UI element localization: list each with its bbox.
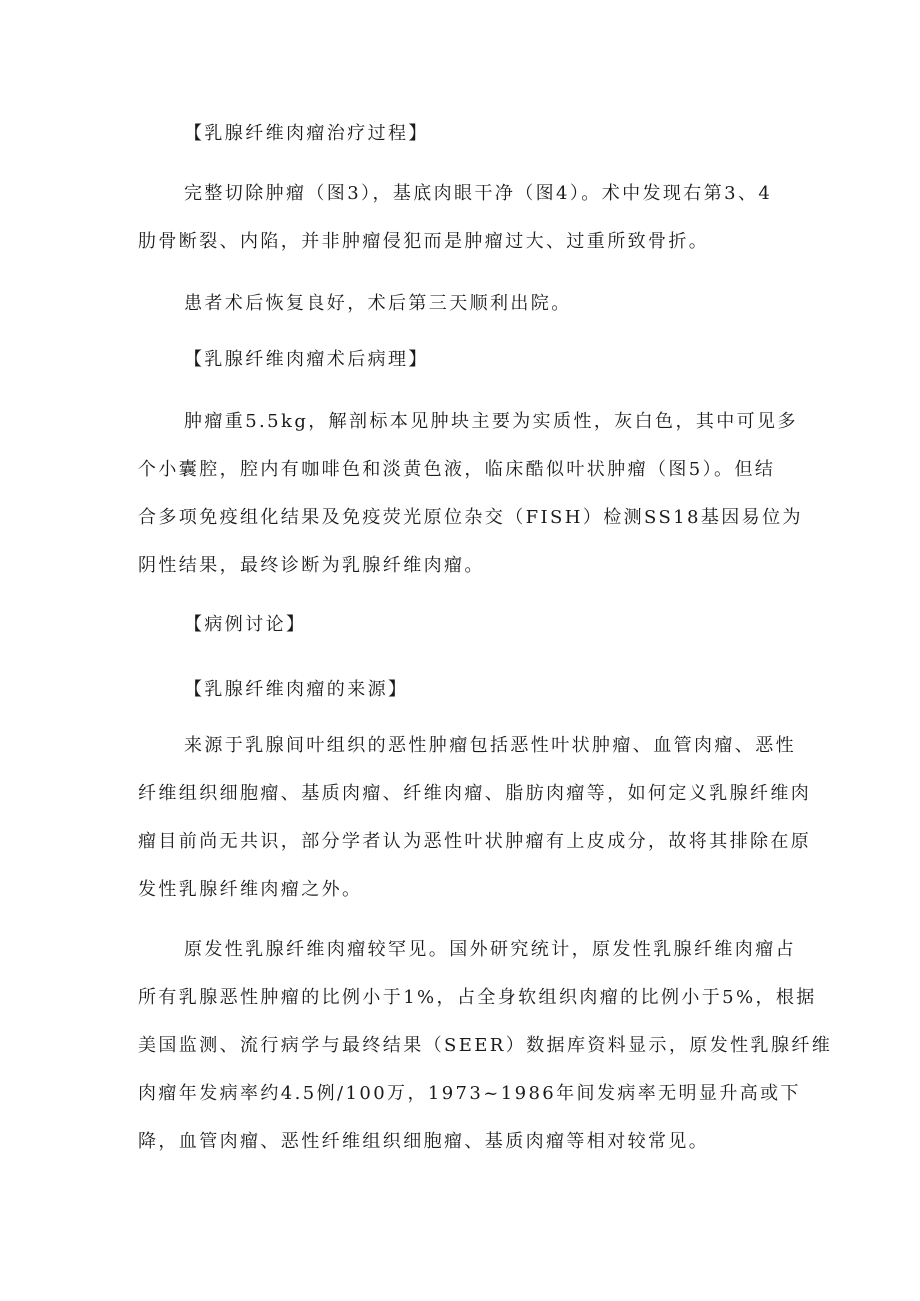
text-line: 所有乳腺恶性肿瘤的比例小于1%，占全身软组织肉瘤的比例小于5%，根据	[138, 987, 817, 1008]
pathology-heading: 【乳腺纤维肉瘤术后病理】	[184, 349, 429, 370]
treatment-paragraph	[138, 170, 788, 266]
text-line: 完整切除肿瘤（图3），基底肉眼干净（图4）。术中发现右第3、4	[184, 183, 773, 204]
origin-paragraph	[138, 722, 812, 914]
text-line: 瘤目前尚无共识，部分学者认为恶性叶状肿瘤有上皮成分，故将其排除在原	[138, 831, 812, 852]
text-line: 降，血管肉瘤、恶性纤维组织细胞瘤、基质肉瘤等相对较常见。	[138, 1131, 710, 1152]
pathology-paragraph	[138, 398, 803, 590]
text-line: 发性乳腺纤维肉瘤之外。	[138, 879, 363, 900]
epidemiology-paragraph	[138, 926, 833, 1166]
text-line: 来源于乳腺间叶组织的恶性肿瘤包括恶性叶状肿瘤、血管肉瘤、恶性	[184, 735, 796, 756]
discussion-heading: 【病例讨论】	[184, 614, 307, 635]
treatment-heading: 【乳腺纤维肉瘤治疗过程】	[184, 123, 429, 144]
origin-heading: 【乳腺纤维肉瘤的来源】	[184, 679, 409, 700]
text-line: 肋骨断裂、内陷，并非肿瘤侵犯而是肿瘤过大、过重所致骨折。	[138, 231, 710, 252]
text-line: 阴性结果，最终诊断为乳腺纤维肉瘤。	[138, 555, 485, 576]
text-line: 肉瘤年发病率约4.5例/100万，1973~1986年间发病率无明显升高或下	[138, 1083, 801, 1104]
text-line: 个小囊腔，腔内有咖啡色和淡黄色液，临床酷似叶状肿瘤（图5）。但结	[138, 459, 776, 480]
text-line: 肿瘤重5.5kg，解剖标本见肿块主要为实质性，灰白色，其中可见多	[184, 411, 798, 432]
text-line: 合多项免疫组化结果及免疫荧光原位杂交（FISH）检测SS18基因易位为	[138, 507, 803, 528]
recovery-paragraph: 患者术后恢复良好，术后第三天顺利出院。	[184, 293, 572, 314]
text-line: 美国监测、流行病学与最终结果（SEER）数据库资料显示，原发性乳腺纤维	[138, 1035, 833, 1056]
text-line: 原发性乳腺纤维肉瘤较罕见。国外研究统计，原发性乳腺纤维肉瘤占	[184, 939, 796, 960]
text-line: 纤维组织细胞瘤、基质肉瘤、纤维肉瘤、脂肪肉瘤等，如何定义乳腺纤维肉	[138, 783, 812, 804]
